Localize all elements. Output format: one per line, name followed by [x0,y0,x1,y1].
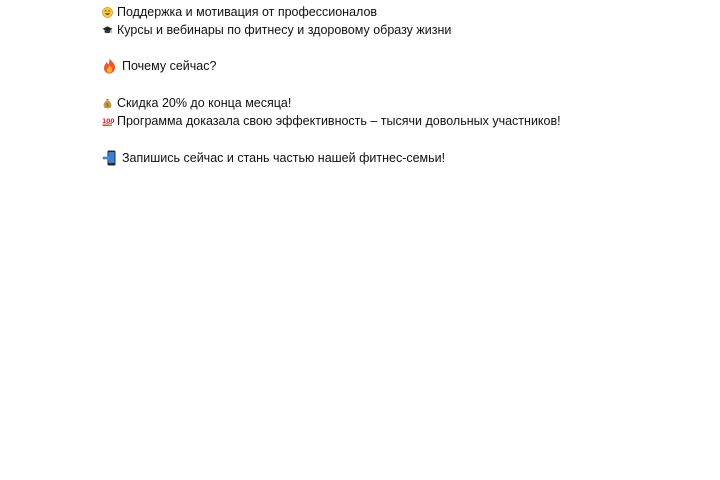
discount-line [102,95,291,111]
proven-program-line [102,113,561,129]
line-text: Программа доказала свою эффективность – тысячи довольных участников! [117,114,561,128]
line-text: Почему сейчас? [122,59,217,73]
support-line [102,4,377,20]
line-text: Курсы и вебинары по фитнесу и здоровому образу жизни [117,23,452,37]
mobile-arrow-icon [102,150,117,166]
graduation-cap-icon [102,25,113,36]
line-text: Скидка 20% до конца месяца! [117,96,292,110]
fire-icon [102,58,117,74]
money-bag-icon [102,98,113,109]
svg-text:$: $ [105,102,110,109]
courses-line [102,22,451,38]
join-now-line [102,150,445,166]
line-text: Поддержка и мотивация от профессионалов [117,5,378,19]
svg-text:100: 100 [102,117,115,125]
why-now-line [102,58,216,74]
hundred-points-icon [102,116,113,127]
line-text: Запишись сейчас и стань частью нашей фитнес-семьи! [122,151,446,165]
smiling-face-icon [102,7,113,18]
